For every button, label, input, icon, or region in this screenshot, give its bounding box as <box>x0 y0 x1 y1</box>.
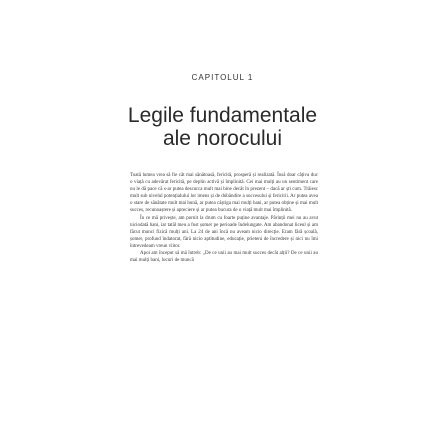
body-paragraph: În ce mă privește, am pornit la drum cu foarte puține avantaje. Părinții mei nu au avut niciodată bani, iar tatăl meu a fost șomer pe perioade îndelungate. Am abandonat liceul și am făcut munci fizică mulți ani. La 24 de ani încă nu aveam nicio direcție. Eram fără școală, șomer, profund îndatorat, fără nicio aptitudine, educație, prieteni de încredere și nici nu îmi întrevedeam vreun viitor. <box>130 215 318 249</box>
chapter-title-line-1: Legile fundamentale <box>127 104 318 127</box>
body-paragraph: Toată lumea vrea să fie cât mai sănătoasă, fericită, prosperă și realizată. Însă doar câțiva duc o viață cu adevărat fericită, pe deplin activă și împlinită. Cei mai mulți au un sentiment care nu le dă pace că s-ar putea descurca mult mai bine decât în prezent – dacă ar ști cum. Trăiesc mult sub nivelul potențialului lor imens și de dobândire a succesului și fericirii. Ar putea avea o stare de sănătate mult mai bună, ar putea câștiga mai mulți bani, ar putea obține și mai mult succes, recunoaștere și apreciere și ar putea bucura de o viață mult mai împlinită. <box>130 173 318 214</box>
chapter-label: CAPITOLUL 1 <box>191 73 254 82</box>
chapter-title <box>0 104 445 150</box>
body-paragraph: Apoi am început să mă întreb: „De ce unii au mai mult succes decât alții? De ce unii au mai mulți bani, locuri de muncă <box>130 251 318 264</box>
chapter-body <box>130 172 318 264</box>
chapter-title-line-2: ale norocului <box>162 127 283 150</box>
